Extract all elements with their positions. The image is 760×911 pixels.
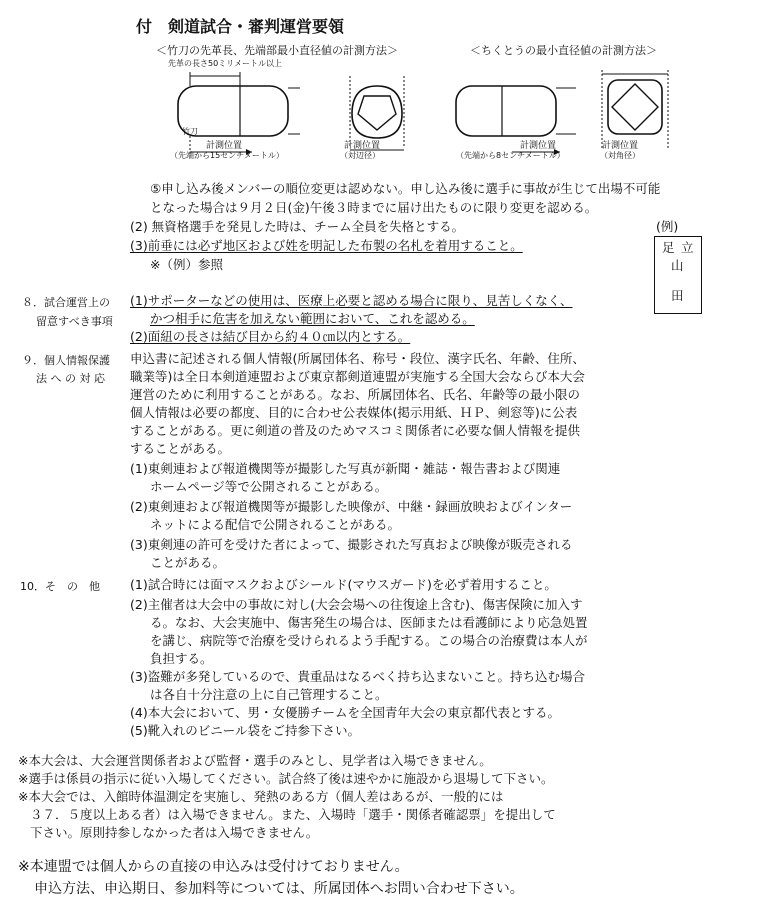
- note-4: ３７．５度以上ある者）は入場できません。また、入場時「選手・関係者確認票」を提出して: [30, 807, 556, 822]
- right-measure1-label: 計測位置: [520, 141, 557, 151]
- left-measure1-sub: （先端から15センチメートル）: [170, 151, 284, 160]
- sec10-line-1: (1)試合時には面マスクおよびシールド(マウスガード)を必ず着用すること。: [130, 577, 557, 592]
- right-measure2-sub: （対角径）: [600, 151, 640, 160]
- sec8-heading-2: 留意すべき事項: [36, 315, 113, 328]
- sec9-item1-line2: ホームページ等で公開されることがある。: [150, 479, 388, 494]
- sec9-para-2: 職業等)は全日本剣道連盟および東京都剣道連盟が実施する全国大会ならび本大会: [130, 369, 585, 384]
- note-3: ※本大会では、入館時体温測定を実施し、発熱のある方（個人差はあるが、一般的には: [18, 789, 504, 804]
- sec9-para-5: することがある。更に剣道の普及のためマスコミ関係者に必要な個人情報を提供: [130, 423, 581, 438]
- example-char-3: 山: [671, 258, 684, 273]
- left-measure2-sub: （対辺径）: [340, 151, 380, 160]
- item3-reference: ※（例）参照: [150, 257, 223, 272]
- item5-line2: となった場合は９月２日(金)午後３時までに届け出たものに限り変更を認める。: [150, 200, 598, 215]
- sec9-item3-line1: (3)東剣連の許可を受けた者によって、撮影された写真および映像が販売される: [130, 537, 573, 552]
- example-char-2: 立: [681, 240, 694, 255]
- left-side-note: 竹刀: [182, 127, 198, 136]
- example-char-4: 田: [671, 288, 684, 303]
- note-2: ※選手は係員の指示に従い入場してください。試合終了後は速やかに施設から退場して下さい。: [18, 771, 554, 786]
- sec10-line-3: る。なお、大会実施中、傷害発生の場合は、医師または看護師により応急処置: [150, 615, 588, 630]
- sec8-line1: (1)サポーターなどの使用は、医療上必要と認める場合に限り、見苦しくなく、: [130, 293, 573, 308]
- sec9-para-4: 個人情報は必要の都度、目的に合わせ公表媒体(掲示用紙、ＨＰ、剣窓等)に公表: [130, 405, 578, 420]
- sec8-line3: (2)面紐の長さは結び目から約４０㎝以内とする。: [130, 329, 411, 344]
- right-diagram-caption: ＜ちくとうの最小直径値の計測方法＞: [470, 44, 657, 57]
- right-measure2-label: 計測位置: [602, 141, 639, 151]
- left-measure2-label: 計測位置: [344, 141, 381, 151]
- example-char-1: 足: [662, 240, 675, 255]
- example-label: (例): [656, 219, 679, 234]
- item3: (3)前垂には必ず地区および姓を明記した布製の名札を着用すること。: [130, 238, 523, 253]
- sec10-heading: 10．そ の 他: [20, 580, 100, 593]
- item5-line1: ⑤申し込み後メンバーの順位変更は認めない。申し込み後に選手に事故が生じて出場不可能: [150, 181, 661, 196]
- sec10-line-8: (4)本大会において、男・女優勝チームを全国青年大会の東京都代表とする。: [130, 705, 560, 720]
- left-measure1-label: 計測位置: [206, 141, 243, 151]
- footer-line-1: ※本連盟では個人からの直接の申込みは受付けておりません。: [18, 859, 409, 875]
- sec9-para-1: 申込書に記述される個人情報(所属団体名、称号・段位、漢字氏名、年齢、住所、: [130, 351, 585, 366]
- left-top-note: 先革の長さ50ミリメートル以上: [168, 59, 283, 68]
- sec10-line-7: は各自十分注意の上に自己管理すること。: [150, 687, 388, 702]
- sec9-item1-line1: (1)東剣連および報道機関等が撮影した写真が新聞・雑誌・報告書および関連: [130, 461, 561, 476]
- sec8-line2: かつ相手に危害を加えない範囲において、これを認める。: [150, 311, 475, 326]
- sec9-item2-line1: (2)東剣連および報道機関等が撮影した映像が、中継・録画放映およびインター: [130, 499, 573, 514]
- sec10-line-4: を講じ、病院等で治療を受けられるよう手配する。この場合の治療費は本人が: [150, 633, 588, 648]
- left-diagram-caption: ＜竹刀の先革長、先端部最小直径値の計測方法＞: [156, 44, 398, 57]
- page-title: 付 剣道試合・審判運営要領: [136, 17, 345, 36]
- sec8-heading-1: ８．試合運営上の: [22, 296, 110, 309]
- footer-line-2: 申込方法、申込期日、参加料等については、所属団体へお問い合わせ下さい。: [34, 881, 524, 897]
- note-1: ※本大会は、大会運営関係者および監督・選手のみとし、見学者は入場できません。: [18, 753, 492, 768]
- item2: (2) 無資格選手を発見した時は、チーム全員を失格とする。: [130, 219, 465, 234]
- sec10-line-6: (3)盗難が多発しているので、貴重品はなるべく持ち込まないこと。持ち込む場合: [130, 669, 585, 684]
- sec9-item2-line2: ネットによる配信で公開されることがある。: [150, 517, 401, 532]
- sec9-heading-2: 法 へ の 対 応: [36, 372, 105, 385]
- note-5: 下さい。原則持参しなかった者は入場できません。: [30, 825, 319, 840]
- example-nameplate: [654, 236, 702, 314]
- sec9-item3-line2: ことがある。: [150, 555, 226, 570]
- sec10-line-2: (2)主催者は大会中の事故に対し(大会会場への往復途上含む)、傷害保険に加入す: [130, 597, 583, 612]
- right-measure1-sub: （先端から8センチメートル）: [456, 151, 565, 160]
- sec10-line-5: 負担する。: [150, 651, 213, 666]
- sec9-heading-1: ９．個人情報保護: [22, 354, 110, 367]
- sec9-para-6: することがある。: [130, 441, 231, 456]
- sec10-line-9: (5)靴入れのビニール袋をご持参下さい。: [130, 723, 360, 738]
- sec9-para-3: 運営のために利用することがある。なお、所属団体名、氏名、年齢等の最小限の: [130, 387, 581, 402]
